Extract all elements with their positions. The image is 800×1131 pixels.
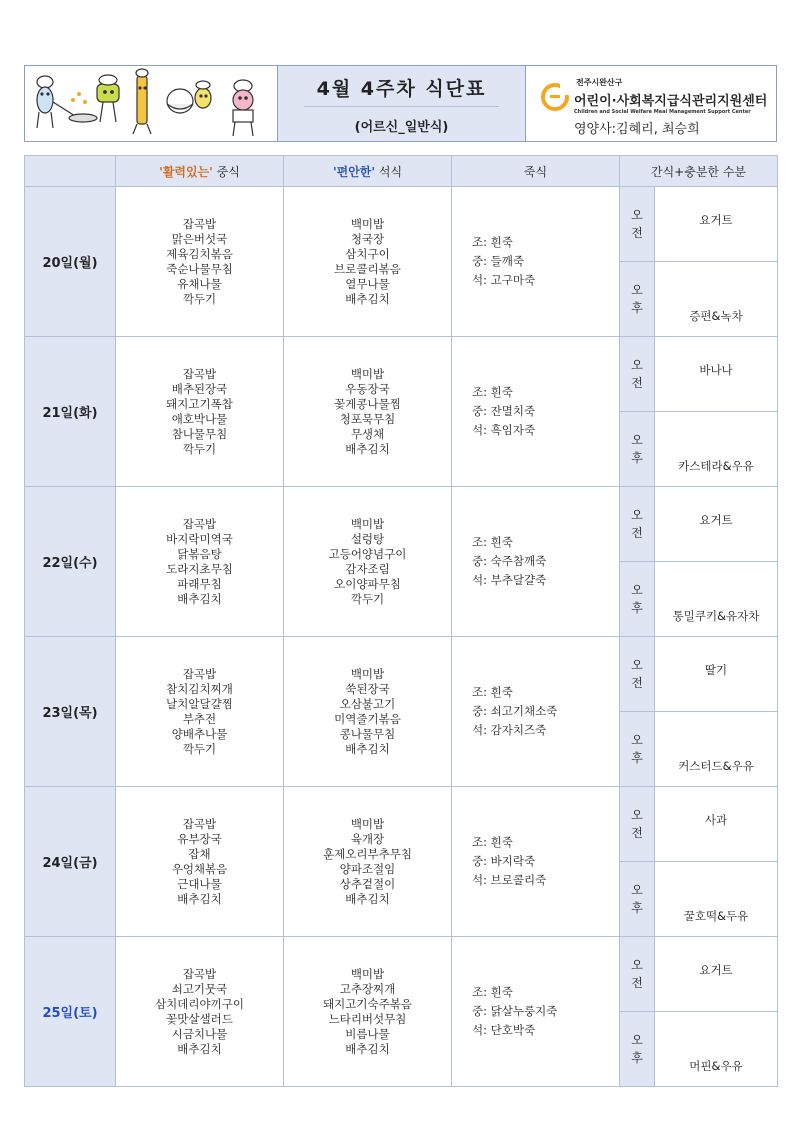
lunch-menu-item: 애호박나물 [171, 411, 228, 426]
lunch-menu-item: 바지락미역국 [166, 531, 233, 546]
dinner-menu-item: 백미밥 [350, 666, 385, 681]
day-label: 22일(수) [25, 487, 116, 637]
dinner-menu-item: 미역줄기볶음 [334, 711, 401, 726]
am-label-cell [620, 787, 655, 862]
porridge-menu-item: 중: 쇠고기채소죽 [472, 704, 558, 718]
am-label-char: 전 [631, 226, 643, 240]
dinner-menu-item: 오이양파무침 [334, 576, 401, 591]
lunch-menu-cell [116, 937, 284, 1087]
lunch-menu-item: 죽순나물무침 [166, 261, 233, 276]
dinner-menu-item: 콩나물무침 [339, 726, 396, 741]
porridge-menu-item: 중: 닭살누룽지죽 [472, 1004, 558, 1018]
dinner-menu-item: 쑥된장국 [345, 681, 390, 696]
lunch-menu-item: 도라지초무침 [166, 561, 233, 576]
lunch-menu-cell [116, 637, 284, 787]
lunch-menu-item: 맑은버섯국 [171, 231, 228, 246]
lunch-menu-cell [116, 337, 284, 487]
pm-label-char: 오 [631, 283, 643, 297]
lunch-menu-item: 배추김치 [177, 891, 222, 906]
dinner-menu-item: 백미밥 [350, 966, 385, 981]
dinner-menu-item: 배추김치 [345, 741, 390, 756]
dinner-menu-item: 배추김치 [345, 1041, 390, 1056]
dinner-menu-cell [284, 637, 452, 787]
org-name: 어린이·사회복지급식관리지원센터 [574, 94, 768, 109]
porridge-menu-cell [452, 337, 620, 487]
dinner-label: 석식 [375, 164, 403, 179]
lunch-menu-item: 참나물무침 [171, 426, 228, 441]
menu-table [24, 155, 778, 1087]
porridge-menu-item: 중: 들깨죽 [472, 254, 524, 268]
snack-am: 바나나 [655, 337, 778, 412]
pm-label-char: 오 [631, 433, 643, 447]
lunch-menu-cell [116, 487, 284, 637]
lunch-menu-cell [116, 187, 284, 337]
lunch-menu-item: 꽃맛살샐러드 [166, 1011, 233, 1026]
dinner-menu-item: 고등어양념구이 [328, 546, 407, 561]
pm-label-cell [620, 262, 655, 337]
pm-label-cell [620, 862, 655, 937]
day-label: 25일(토) [25, 937, 116, 1087]
dinner-menu-item: 꽃게콩나물찜 [334, 396, 401, 411]
dinner-menu-item: 우동장국 [345, 381, 390, 396]
header-lunch [116, 156, 284, 187]
porridge-menu-cell [452, 487, 620, 637]
day-row-am [25, 637, 778, 712]
lunch-menu-item: 잡채 [188, 846, 211, 861]
porridge-menu-item: 조: 흰죽 [472, 835, 513, 849]
am-label-char: 오 [631, 808, 643, 822]
lunch-menu-item: 잡곡밥 [182, 966, 217, 981]
snack-pm: 커스터드&우유 [655, 712, 778, 787]
dinner-menu-cell [284, 937, 452, 1087]
snack-pm: 증편&녹차 [655, 262, 778, 337]
dinner-menu-item: 청국장 [350, 231, 385, 246]
lunch-menu-item: 삼치데리야끼구이 [155, 996, 244, 1011]
snack-am: 요거트 [655, 187, 778, 262]
snack-pm: 꿀호떡&두유 [655, 862, 778, 937]
am-label-char: 오 [631, 508, 643, 522]
dinner-menu-item: 감자조림 [345, 561, 390, 576]
dinner-menu-item: 배추김치 [345, 291, 390, 306]
am-label-cell [620, 637, 655, 712]
pm-label-char: 오 [631, 583, 643, 597]
porridge-menu-cell [452, 187, 620, 337]
am-label-char: 전 [631, 976, 643, 990]
day-row-am [25, 787, 778, 862]
pm-label-char: 후 [631, 601, 643, 615]
lunch-menu-item: 잡곡밥 [182, 216, 217, 231]
lunch-accent-label: '활력있는' [159, 164, 213, 179]
dinner-menu-item: 백미밥 [350, 816, 385, 831]
pm-label-char: 오 [631, 1033, 643, 1047]
lunch-menu-item: 깍두기 [182, 441, 217, 456]
nutritionist-names: 영양사:김혜리, 최승희 [574, 122, 700, 137]
porridge-menu-item: 중: 숙주참깨죽 [472, 554, 547, 568]
porridge-menu-item: 석: 흑임자죽 [472, 423, 536, 437]
dinner-menu-item: 청포묵무침 [339, 411, 396, 426]
pm-label-cell [620, 412, 655, 487]
snack-pm: 머핀&우유 [655, 1012, 778, 1087]
pm-label-char: 후 [631, 751, 643, 765]
lunch-menu-item: 파래무침 [177, 576, 222, 591]
porridge-menu-item: 조: 흰죽 [472, 535, 513, 549]
lunch-menu-item: 근대나물 [177, 876, 222, 891]
header-porridge: 죽식 [452, 156, 620, 187]
dinner-menu-item: 백미밥 [350, 366, 385, 381]
pm-label-char: 오 [631, 733, 643, 747]
center-logo-icon [540, 82, 570, 112]
day-label: 24일(금) [25, 787, 116, 937]
am-label-char: 오 [631, 208, 643, 222]
header-day-cell [25, 156, 116, 187]
snack-pm: 카스테라&우유 [655, 412, 778, 487]
lunch-menu-item: 깍두기 [182, 291, 217, 306]
org-english-name: Children and Social Welfare Meal Management Support Center [574, 109, 751, 115]
lunch-menu-item: 닭볶음탕 [177, 546, 222, 561]
lunch-menu-item: 돼지고기폭찹 [166, 396, 233, 411]
org-block [526, 66, 776, 141]
header-dinner [284, 156, 452, 187]
dinner-menu-cell [284, 187, 452, 337]
title-divider [304, 106, 499, 107]
pm-label-cell [620, 712, 655, 787]
dinner-menu-item: 깍두기 [350, 591, 385, 606]
lunch-menu-item: 시금치나물 [171, 1026, 228, 1041]
day-row-am [25, 937, 778, 1012]
snack-am: 요거트 [655, 487, 778, 562]
porridge-menu-item: 석: 브로콜리죽 [472, 873, 547, 887]
porridge-menu-item: 석: 부추달걀죽 [472, 573, 547, 587]
snack-am: 딸기 [655, 637, 778, 712]
dinner-menu-item: 삼치구이 [345, 246, 390, 261]
snack-am: 사과 [655, 787, 778, 862]
dinner-menu-item: 돼지고기숙주볶음 [323, 996, 412, 1011]
dinner-menu-cell [284, 337, 452, 487]
dinner-menu-item: 양파조절임 [339, 861, 396, 876]
lunch-menu-item: 잡곡밥 [182, 516, 217, 531]
am-label-cell [620, 937, 655, 1012]
am-label-char: 오 [631, 958, 643, 972]
am-label-char: 전 [631, 826, 643, 840]
dinner-menu-item: 느타리버섯무침 [328, 1011, 407, 1026]
day-row-am [25, 487, 778, 562]
dinner-menu-cell [284, 487, 452, 637]
porridge-menu-item: 석: 단호박죽 [472, 1023, 536, 1037]
dinner-menu-item: 배추김치 [345, 891, 390, 906]
lunch-menu-item: 유부장국 [177, 831, 222, 846]
lunch-menu-item: 우엉채볶음 [171, 861, 228, 876]
lunch-menu-item: 유채나물 [177, 276, 222, 291]
lunch-menu-item: 날치알달걀찜 [166, 696, 233, 711]
snack-pm: 통밀쿠키&유자차 [655, 562, 778, 637]
menu-header [24, 65, 777, 142]
lunch-menu-item: 양배추나물 [171, 726, 228, 741]
porridge-menu-item: 석: 감자치즈죽 [472, 723, 547, 737]
lunch-menu-item: 깍두기 [182, 741, 217, 756]
lunch-menu-item: 부추전 [182, 711, 217, 726]
pm-label-char: 후 [631, 301, 643, 315]
pm-label-char: 오 [631, 883, 643, 897]
dinner-menu-item: 무생채 [350, 426, 385, 441]
dinner-menu-cell [284, 787, 452, 937]
lunch-label: 중식 [212, 164, 240, 179]
lunch-menu-item: 참치김치찌개 [166, 681, 233, 696]
dinner-accent-label: '편안한' [332, 164, 376, 179]
header-snack: 간식+충분한 수분 [620, 156, 778, 187]
am-label-char: 전 [631, 676, 643, 690]
porridge-menu-item: 조: 흰죽 [472, 685, 513, 699]
day-label: 20일(월) [25, 187, 116, 337]
menu-body [25, 187, 778, 1087]
title-box [277, 66, 526, 141]
dinner-menu-item: 고추장찌개 [339, 981, 396, 996]
dinner-menu-item: 배추김치 [345, 441, 390, 456]
lunch-menu-item: 잡곡밥 [182, 366, 217, 381]
lunch-menu-item: 쇠고기뭇국 [171, 981, 228, 996]
dinner-menu-item: 육개장 [350, 831, 385, 846]
dinner-menu-item: 오삼불고기 [339, 696, 396, 711]
porridge-menu-item: 조: 흰죽 [472, 985, 513, 999]
porridge-menu-item: 중: 바지락죽 [472, 854, 536, 868]
am-label-char: 전 [631, 526, 643, 540]
lunch-menu-item: 잡곡밥 [182, 666, 217, 681]
porridge-menu-cell [452, 937, 620, 1087]
am-label-cell [620, 187, 655, 262]
lunch-menu-item: 제육김치볶음 [166, 246, 233, 261]
porridge-menu-cell [452, 637, 620, 787]
dinner-menu-item: 훈제오리부추무침 [323, 846, 412, 861]
lunch-menu-item: 배추된장국 [171, 381, 228, 396]
dinner-menu-item: 비름나물 [345, 1026, 390, 1041]
dinner-menu-item: 브로콜리볶음 [334, 261, 401, 276]
pm-label-char: 후 [631, 901, 643, 915]
am-label-char: 오 [631, 658, 643, 672]
column-header-row [25, 156, 778, 187]
porridge-menu-item: 조: 흰죽 [472, 235, 513, 249]
am-label-char: 오 [631, 358, 643, 372]
dinner-menu-item: 설렁탕 [350, 531, 385, 546]
day-row-am [25, 187, 778, 262]
porridge-menu-item: 중: 잔멸치죽 [472, 404, 536, 418]
day-label: 23일(목) [25, 637, 116, 787]
dinner-menu-item: 상추겉절이 [339, 876, 396, 891]
pm-label-char: 후 [631, 1051, 643, 1065]
lunch-menu-item: 배추김치 [177, 591, 222, 606]
dinner-menu-item: 열무나물 [345, 276, 390, 291]
pm-label-cell [620, 1012, 655, 1087]
porridge-menu-cell [452, 787, 620, 937]
porridge-menu-item: 조: 흰죽 [472, 385, 513, 399]
snack-am: 요거트 [655, 937, 778, 1012]
am-label-char: 전 [631, 376, 643, 390]
am-label-cell [620, 487, 655, 562]
day-row-am [25, 337, 778, 412]
pm-label-cell [620, 562, 655, 637]
lunch-menu-item: 배추김치 [177, 1041, 222, 1056]
pm-label-char: 후 [631, 451, 643, 465]
org-district: 전주시완산구 [576, 78, 623, 87]
lunch-menu-item: 잡곡밥 [182, 816, 217, 831]
porridge-menu-item: 석: 고구마죽 [472, 273, 536, 287]
am-label-cell [620, 337, 655, 412]
day-label: 21일(화) [25, 337, 116, 487]
page-title: 4월 4주차 식단표 [316, 78, 487, 100]
page-subtitle: (어르신_일반식) [354, 120, 449, 135]
dinner-menu-item: 백미밥 [350, 516, 385, 531]
dinner-menu-item: 백미밥 [350, 216, 385, 231]
lunch-menu-cell [116, 787, 284, 937]
chef-characters-illustration [25, 66, 277, 141]
